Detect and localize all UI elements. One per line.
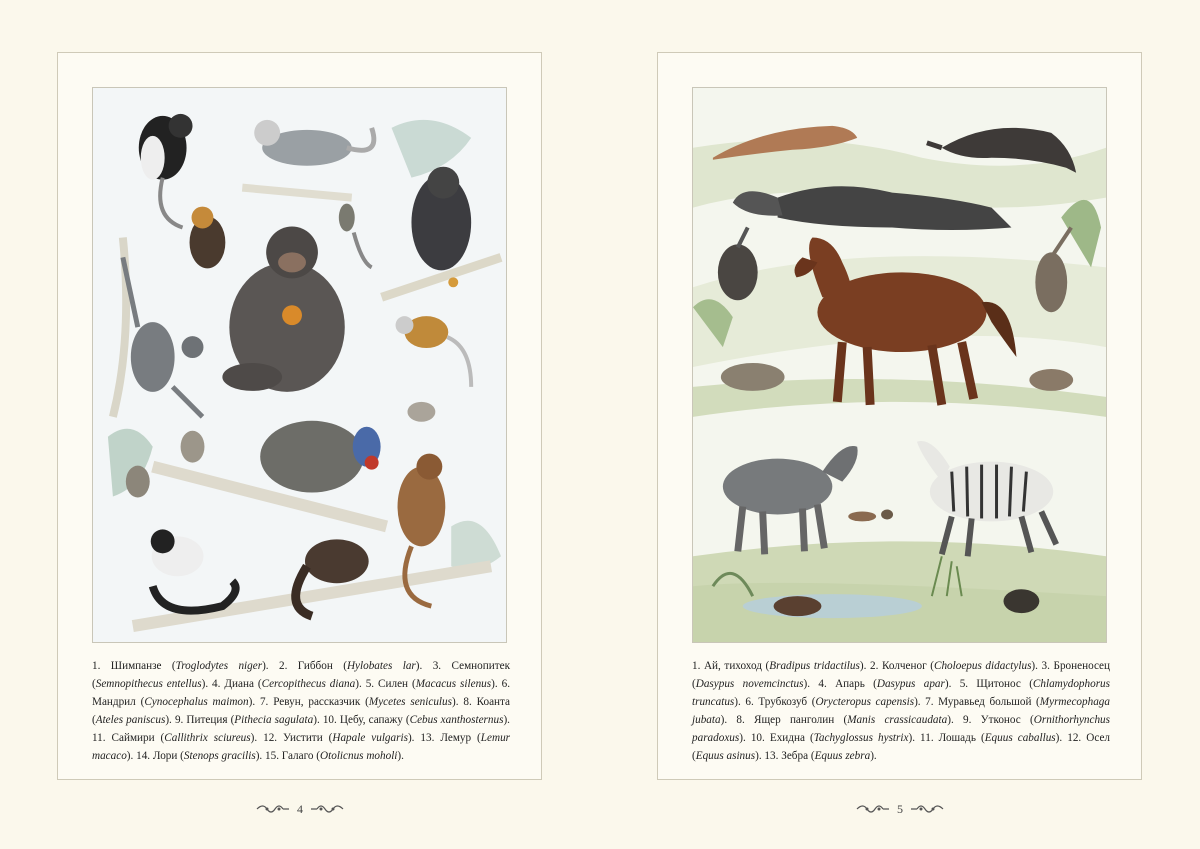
- left-caption-segment: ). 4. Диана (: [201, 678, 262, 690]
- right-latin-name: Equus zebra: [814, 750, 871, 762]
- right-latin-name: Orycteropus capensis: [815, 696, 915, 708]
- left-page-folio: [240, 799, 360, 819]
- right-caption-segment: ). 9. Утконос (: [947, 714, 1034, 726]
- left-ornament-icon: [255, 803, 291, 815]
- left-page-number: 4: [297, 801, 303, 816]
- left-caption-segment: ). 15. Галаго (: [255, 750, 321, 762]
- left-caption-segment: ). 5. Силен (: [355, 678, 416, 690]
- primates-plate-illustration: [92, 87, 507, 643]
- left-caption-segment: ). 13. Лемур (: [407, 732, 481, 744]
- left-ornament-right-icon: [309, 803, 345, 815]
- right-caption-segment: ). 8. Ящер панголин (: [720, 714, 848, 726]
- right-latin-name: Manis crassicaudata: [847, 714, 948, 726]
- left-caption-segment: 1. Шимпанзе (: [92, 660, 176, 672]
- right-caption-segment: ).: [870, 750, 877, 762]
- right-ornament-right-icon: [909, 803, 945, 815]
- left-latin-name: Ateles paniscus: [95, 714, 166, 726]
- right-latin-name: Chlamydophorus truncatus: [692, 678, 1110, 708]
- right-caption-segment: ). 13. Зебра (: [755, 750, 815, 762]
- left-latin-name: Lemur macaco: [92, 732, 511, 762]
- left-latin-name: Semnopithecus entellus: [95, 678, 202, 690]
- right-caption-segment: ). 5. Щитонос (: [944, 678, 1033, 690]
- right-latin-name: Bradipus tridactilus: [769, 660, 860, 672]
- right-caption-segment: ). 6. Трубкозуб (: [734, 696, 816, 708]
- right-caption-segment: ). 2. Колченог (: [859, 660, 934, 672]
- left-caption-segment: ). 9. Питеция (: [165, 714, 235, 726]
- right-latin-name: Dasypus apar: [876, 678, 945, 690]
- left-caption-segment: ). 14. Лори (: [126, 750, 184, 762]
- right-page-number: 5: [897, 801, 903, 816]
- edentates-plate-illustration: [692, 87, 1107, 643]
- right-caption-segment: ). 12. Осел (: [692, 732, 1110, 762]
- left-latin-name: Troglodytes niger: [175, 660, 263, 672]
- right-ornament-icon: [855, 803, 891, 815]
- right-caption-segment: ). 7. Муравьед большой (: [914, 696, 1040, 708]
- left-latin-name: Pithecia sagulata: [234, 714, 314, 726]
- right-caption-segment: ). 10. Ехидна (: [739, 732, 814, 744]
- left-caption-segment: ). 10. Цебу, сапажу (: [313, 714, 410, 726]
- left-latin-name: Cebus xanthosternus: [409, 714, 504, 726]
- right-latin-name: Dasypus novemcinctus: [695, 678, 804, 690]
- right-caption-text: [692, 657, 1110, 765]
- left-latin-name: Hapale vulgaris: [332, 732, 408, 744]
- left-caption-segment: ). 8. Коанта (: [92, 696, 511, 726]
- left-latin-name: Cynocephalus maimon: [144, 696, 249, 708]
- right-caption-segment: ). 3. Броненосец (: [692, 660, 1110, 690]
- left-latin-name: Hylobates lar: [346, 660, 416, 672]
- left-caption-segment: ). 3. Семнопитек (: [92, 660, 511, 690]
- right-latin-name: Equus caballus: [984, 732, 1056, 744]
- right-latin-name: Tachyglossus hystrix: [813, 732, 909, 744]
- left-caption-text: [92, 657, 510, 765]
- left-caption-segment: ). 11. Саймири (: [92, 714, 510, 744]
- right-caption-segment: ). 11. Лошадь (: [908, 732, 985, 744]
- left-latin-name: Stenops gracilis: [183, 750, 256, 762]
- right-latin-name: Equus asinus: [695, 750, 756, 762]
- left-plate-caption: [92, 657, 510, 765]
- animals-illustration: [693, 88, 1106, 642]
- left-caption-segment: ).: [397, 750, 404, 762]
- left-caption-segment: ). 2. Гиббон (: [262, 660, 347, 672]
- left-latin-name: Callithrix sciureus: [164, 732, 251, 744]
- primates-illustration: [93, 88, 506, 642]
- right-page-folio: [840, 799, 960, 819]
- right-latin-name: Myrmecophaga jubata: [692, 696, 1110, 726]
- right-page: [657, 52, 1142, 780]
- right-caption-segment: ). 4. Апарь (: [803, 678, 877, 690]
- left-latin-name: Mycetes seniculus: [368, 696, 452, 708]
- left-latin-name: Otolicnus moholi: [320, 750, 398, 762]
- left-caption-segment: ). 7. Ревун, рассказчик (: [248, 696, 369, 708]
- left-latin-name: Macacus silenus: [415, 678, 492, 690]
- right-latin-name: Choloepus didactylus: [933, 660, 1032, 672]
- left-caption-segment: ). 12. Уистити (: [250, 732, 333, 744]
- right-plate-caption: [692, 657, 1110, 765]
- right-caption-segment: 1. Ай, тихоход (: [692, 660, 770, 672]
- left-page: [57, 52, 542, 780]
- right-latin-name: Ornithorhynchus paradoxus: [692, 714, 1111, 744]
- left-caption-segment: ). 6. Мандрил (: [92, 678, 510, 708]
- left-latin-name: Cercopithecus diana: [261, 678, 356, 690]
